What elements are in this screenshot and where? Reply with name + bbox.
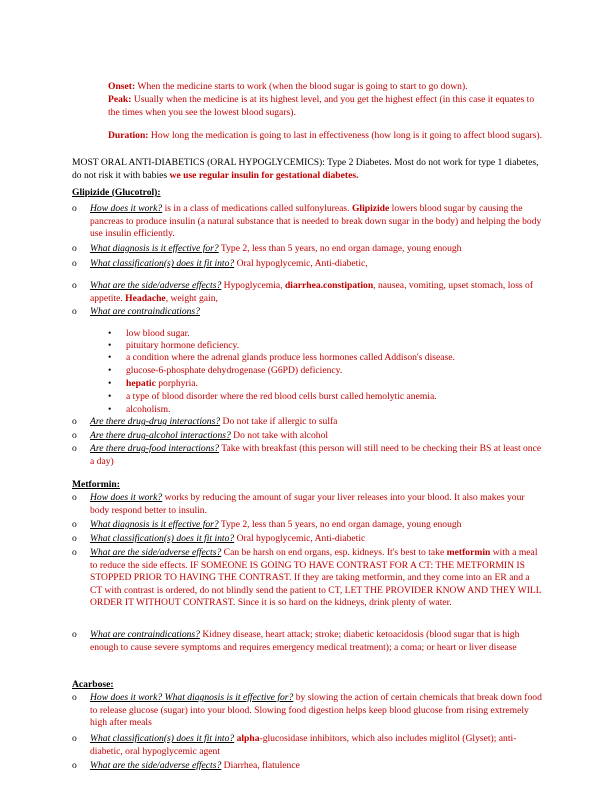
bullet-marker: • xyxy=(108,340,112,351)
list-marker: o xyxy=(72,243,77,254)
peak-definition xyxy=(108,94,542,119)
onset-label: Onset: xyxy=(108,81,136,92)
glipizide-side-effects-item: o What are the side/adverse effects? Hypoglycemia, diarrhea.constipation, nausea, vomiting, upset stomach, loss of appetite. Headache, weight gain, xyxy=(72,280,534,304)
list-marker: o xyxy=(72,416,77,427)
glipizide-contraindications-item xyxy=(72,306,542,319)
metformin-classification-item: o What classification(s) does it fit into? Oral hypoglycemic, Anti-diabetic xyxy=(72,533,366,544)
glipizide-drug-food-item: o Are there drug-food interactions? Take with breakfast (this person will still need to be checking their BS at least once a day) xyxy=(72,443,542,467)
question-label: How does it work? xyxy=(90,203,163,214)
contraindication-item: • pituitary hormone deficiency. xyxy=(108,340,240,351)
onset-definition xyxy=(108,81,542,94)
duration-label: Duration: xyxy=(108,130,149,141)
duration-text: How long the medication is going to last in effectiveness (how long is it going to affect blood sugars). xyxy=(148,130,542,141)
list-marker: o xyxy=(72,547,77,558)
question-label: What diagnosis is it effective for? xyxy=(90,243,219,254)
contraindication-item: • a type of blood disorder where the red blood cells burst called hemolytic anemia. xyxy=(108,391,437,402)
bullet-marker: • xyxy=(108,352,112,363)
contraindication-item: • alcoholism. xyxy=(108,404,171,415)
question-label: Are there drug-alcohol interactions? xyxy=(90,430,231,441)
list-marker: o xyxy=(72,258,77,269)
contraindication-item: • hepatic porphyria. xyxy=(108,378,198,389)
glipizide-how-item: o How does it work? is in a class of medications called sulfonylureas. Glipizide lowers blood sugar by causing the pancreas to produce insulin (a natural substance that is needed to break down sugar in the body) and helping the body use insulin efficiently. xyxy=(72,203,542,240)
bullet-marker: • xyxy=(108,391,112,402)
intro-emphasis: we use regular insulin for gestational diabetes. xyxy=(169,169,359,181)
glipizide-drug-drug-item: o Are there drug-drug interactions? Do not take if allergic to sulfa xyxy=(72,416,338,427)
question-label: How does it work? xyxy=(90,492,163,503)
bullet-marker: • xyxy=(108,378,112,389)
list-marker: o xyxy=(72,519,77,530)
contraindication-item: • glucose-6-phosphate dehydrogenase (G6PD) deficiency. xyxy=(108,365,343,376)
metformin-side-effects-item: o What are the side/adverse effects? Can be harsh on end organs, esp. kidneys. It's best to take metformin with a meal to reduce the side effects. IF SOMEONE IS GOING TO HAVE CONTRAST FOR A CT: THE METFORMIN IS STOPPED PRIOR TO HAVING THE CONTRAST. If they are taking metformin, and they come into an ER and a CT with contrast is ordered, do not blindly send the patient to CT, LET THE PROVIDER KNOW AND THEY WILL ORDER IT WITHOUT CONTRAST. Since it is so hard on the kidneys, drink plenty of water. xyxy=(72,547,542,609)
glipizide-classification-item: o What classification(s) does it fit into? Oral hypoglycemic, Anti-diabetic, xyxy=(72,258,368,269)
list-marker: o xyxy=(72,629,77,640)
list-marker: o xyxy=(72,203,77,214)
question-label: What are the side/adverse effects? xyxy=(90,547,222,558)
question-label: Are there drug-drug interactions? xyxy=(90,416,221,427)
metformin-how-item: o How does it work? works by reducing the amount of sugar your liver releases into your blood. It also makes your body respond better to insulin. xyxy=(72,492,525,516)
peak-label: Peak: xyxy=(108,94,132,105)
question-label: What are the side/adverse effects? xyxy=(90,760,222,771)
question-label: What classification(s) does it fit into? xyxy=(90,533,235,544)
list-marker: o xyxy=(72,306,77,317)
question-label: What classification(s) does it fit into? xyxy=(90,733,235,744)
list-marker: o xyxy=(72,760,77,771)
intro-text: MOST ORAL ANTI-DIABETICS (ORAL HYPOGLYCEMICS): Type 2 Diabetes. Most do not work for type 1 diabetes, do not risk it with babies xyxy=(72,157,539,181)
list-marker: o xyxy=(72,280,77,291)
list-marker: o xyxy=(72,492,77,503)
contraindication-item: • a condition where the adrenal glands produce less hormones called Addison's disease. xyxy=(108,352,455,363)
glipizide-diagnosis-item: o What diagnosis is it effective for? Type 2, less than 5 years, no end organ damage, young enough xyxy=(72,243,462,254)
glipizide-heading: Glipizide (Glucotrol): xyxy=(72,187,161,198)
question-label: What are contraindications? xyxy=(90,306,200,317)
list-marker: o xyxy=(72,533,77,544)
acarbose-side-effects-item: o What are the side/adverse effects? Diarrhea, flatulence xyxy=(72,760,300,771)
acarbose-heading: Acarbose: xyxy=(72,679,114,690)
acarbose-classification-item: o What classification(s) does it fit into? alpha-glucosidase inhibitors, which also includes miglitol (Glyset); anti-diabetic, oral hypoglycemic agent xyxy=(72,733,517,757)
question-label: What classification(s) does it fit into? xyxy=(90,258,235,269)
list-marker: o xyxy=(72,733,77,744)
duration-definition xyxy=(108,130,542,143)
list-marker: o xyxy=(72,430,77,441)
metformin-heading: Metformin: xyxy=(72,479,120,490)
question-label: What are the side/adverse effects? xyxy=(90,280,222,291)
bullet-marker: • xyxy=(108,365,112,376)
question-label: Are there drug-food interactions? xyxy=(90,443,220,454)
list-marker: o xyxy=(72,443,77,454)
question-label: What diagnosis is it effective for? xyxy=(90,519,219,530)
bullet-marker: • xyxy=(108,404,112,415)
onset-text: When the medicine starts to work (when the blood sugar is going to start to go down). xyxy=(135,81,468,92)
glipizide-drug-alcohol-item: o Are there drug-alcohol interactions? Do not take with alcohol xyxy=(72,430,329,441)
peak-text: Usually when the medicine is at its highest level, and you get the highest effect (in this case it equates to the times when you see the lowest blood sugars). xyxy=(108,94,535,118)
acarbose-how-item: o How does it work? What diagnosis is it effective for? by slowing the action of certain chemicals that break down food to release glucose (sugar) into your blood. Slowing food digestion helps keep blood glucose from rising extremely high after meals xyxy=(72,692,542,729)
metformin-contraindications-item: o What are contraindications? Kidney disease, heart attack; stroke; diabetic ketoacidosis (blood sugar that is high enough to cause severe symptoms and requires emergency medical treatment); a coma; or heart or liver disease xyxy=(72,629,520,653)
question-label: What are contraindications? xyxy=(90,629,200,640)
intro-paragraph xyxy=(72,157,542,182)
bullet-marker: • xyxy=(108,328,112,339)
question-label: How does it work? What diagnosis is it effective for? xyxy=(90,692,294,703)
list-marker: o xyxy=(72,692,77,703)
metformin-diagnosis-item: o What diagnosis is it effective for? Type 2, less than 5 years, no end organ damage, young enough xyxy=(72,519,462,530)
contraindication-item: • low blood sugar. xyxy=(108,328,190,339)
